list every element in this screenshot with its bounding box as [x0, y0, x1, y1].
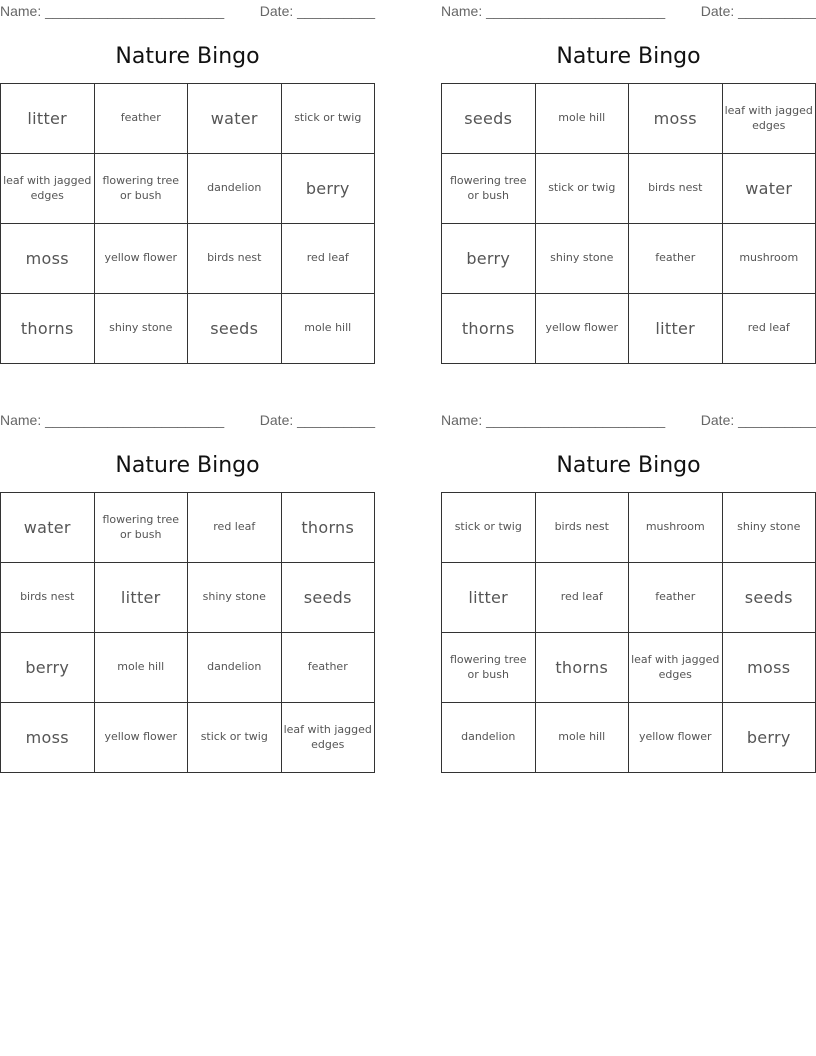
bingo-cell[interactable]: water [188, 84, 282, 154]
bingo-cell[interactable]: stick or twig [282, 84, 376, 154]
bingo-cell[interactable]: feather [95, 84, 189, 154]
bingo-cell[interactable]: red leaf [536, 563, 630, 633]
bingo-cell[interactable]: mushroom [629, 493, 723, 563]
date-field[interactable]: Date: __________ [259, 3, 375, 19]
bingo-cell[interactable]: birds nest [536, 493, 630, 563]
bingo-cell[interactable]: shiny stone [723, 493, 816, 563]
date-field[interactable]: Date: __________ [259, 412, 375, 428]
date-field[interactable]: Date: __________ [700, 412, 816, 428]
bingo-cell[interactable]: feather [629, 224, 723, 294]
name-field[interactable]: Name: _______________________ [441, 3, 666, 19]
bingo-grid [441, 83, 816, 364]
bingo-cell[interactable]: shiny stone [536, 224, 630, 294]
bingo-cell[interactable]: leaf with jagged edges [1, 154, 95, 224]
bingo-cell[interactable]: thorns [1, 294, 95, 364]
bingo-cell[interactable]: red leaf [188, 493, 282, 563]
bingo-grid [441, 492, 816, 773]
bingo-cell[interactable]: dandelion [188, 154, 282, 224]
name-date-row [441, 409, 816, 431]
bingo-grid [0, 492, 375, 773]
bingo-cell[interactable]: seeds [282, 563, 376, 633]
bingo-cell[interactable]: litter [442, 563, 536, 633]
card-title: Nature Bingo [115, 44, 260, 69]
bingo-cell[interactable]: berry [723, 703, 816, 773]
bingo-cell[interactable]: mole hill [282, 294, 376, 364]
name-field[interactable]: Name: _______________________ [0, 3, 225, 19]
bingo-cell[interactable]: feather [629, 563, 723, 633]
bingo-cell[interactable]: moss [1, 224, 95, 294]
bingo-cell[interactable]: thorns [536, 633, 630, 703]
bingo-cell[interactable]: thorns [442, 294, 536, 364]
name-field[interactable]: Name: _______________________ [441, 412, 666, 428]
bingo-cell[interactable]: berry [1, 633, 95, 703]
bingo-cell[interactable]: flowering tree or bush [95, 493, 189, 563]
bingo-cell[interactable]: mushroom [723, 224, 816, 294]
bingo-grid [0, 83, 375, 364]
bingo-cell[interactable]: mole hill [95, 633, 189, 703]
bingo-card-3 [0, 409, 375, 751]
bingo-cell[interactable]: birds nest [188, 224, 282, 294]
bingo-cell[interactable]: stick or twig [442, 493, 536, 563]
name-field[interactable]: Name: _______________________ [0, 412, 225, 428]
name-date-row [441, 0, 816, 22]
bingo-cell[interactable]: yellow flower [95, 224, 189, 294]
bingo-cell[interactable]: moss [723, 633, 816, 703]
card-title: Nature Bingo [115, 453, 260, 478]
name-date-row [0, 409, 375, 431]
bingo-cell[interactable]: litter [95, 563, 189, 633]
bingo-cell[interactable]: red leaf [723, 294, 816, 364]
bingo-cell[interactable]: mole hill [536, 84, 630, 154]
bingo-cell[interactable]: seeds [442, 84, 536, 154]
bingo-cell[interactable]: seeds [723, 563, 816, 633]
bingo-cell[interactable]: litter [629, 294, 723, 364]
bingo-card-1 [0, 0, 375, 338]
bingo-card-2 [441, 0, 816, 338]
bingo-cell[interactable]: dandelion [188, 633, 282, 703]
bingo-cell[interactable]: thorns [282, 493, 376, 563]
bingo-cell[interactable]: shiny stone [188, 563, 282, 633]
bingo-cell[interactable]: moss [1, 703, 95, 773]
bingo-cell[interactable]: stick or twig [536, 154, 630, 224]
bingo-cell[interactable]: birds nest [1, 563, 95, 633]
bingo-cell[interactable]: red leaf [282, 224, 376, 294]
date-field[interactable]: Date: __________ [700, 3, 816, 19]
bingo-cell[interactable]: shiny stone [95, 294, 189, 364]
name-date-row [0, 0, 375, 22]
bingo-cell[interactable]: birds nest [629, 154, 723, 224]
bingo-cell[interactable]: leaf with jagged edges [282, 703, 376, 773]
bingo-cell[interactable]: flowering tree or bush [442, 633, 536, 703]
bingo-cell[interactable]: mole hill [536, 703, 630, 773]
bingo-cell[interactable]: water [723, 154, 816, 224]
bingo-cell[interactable]: yellow flower [95, 703, 189, 773]
card-title: Nature Bingo [556, 453, 701, 478]
bingo-cell[interactable]: berry [282, 154, 376, 224]
bingo-cell[interactable]: water [1, 493, 95, 563]
bingo-card-4 [441, 409, 816, 747]
bingo-cell[interactable]: flowering tree or bush [442, 154, 536, 224]
bingo-cell[interactable]: leaf with jagged edges [723, 84, 816, 154]
bingo-cell[interactable]: seeds [188, 294, 282, 364]
card-title: Nature Bingo [556, 44, 701, 69]
bingo-cell[interactable]: yellow flower [629, 703, 723, 773]
bingo-cell[interactable]: yellow flower [536, 294, 630, 364]
bingo-cell[interactable]: dandelion [442, 703, 536, 773]
bingo-cell[interactable]: flowering tree or bush [95, 154, 189, 224]
bingo-cell[interactable]: stick or twig [188, 703, 282, 773]
bingo-cell[interactable]: berry [442, 224, 536, 294]
bingo-cell[interactable]: leaf with jagged edges [629, 633, 723, 703]
bingo-cell[interactable]: feather [282, 633, 376, 703]
bingo-cell[interactable]: moss [629, 84, 723, 154]
bingo-cell[interactable]: litter [1, 84, 95, 154]
